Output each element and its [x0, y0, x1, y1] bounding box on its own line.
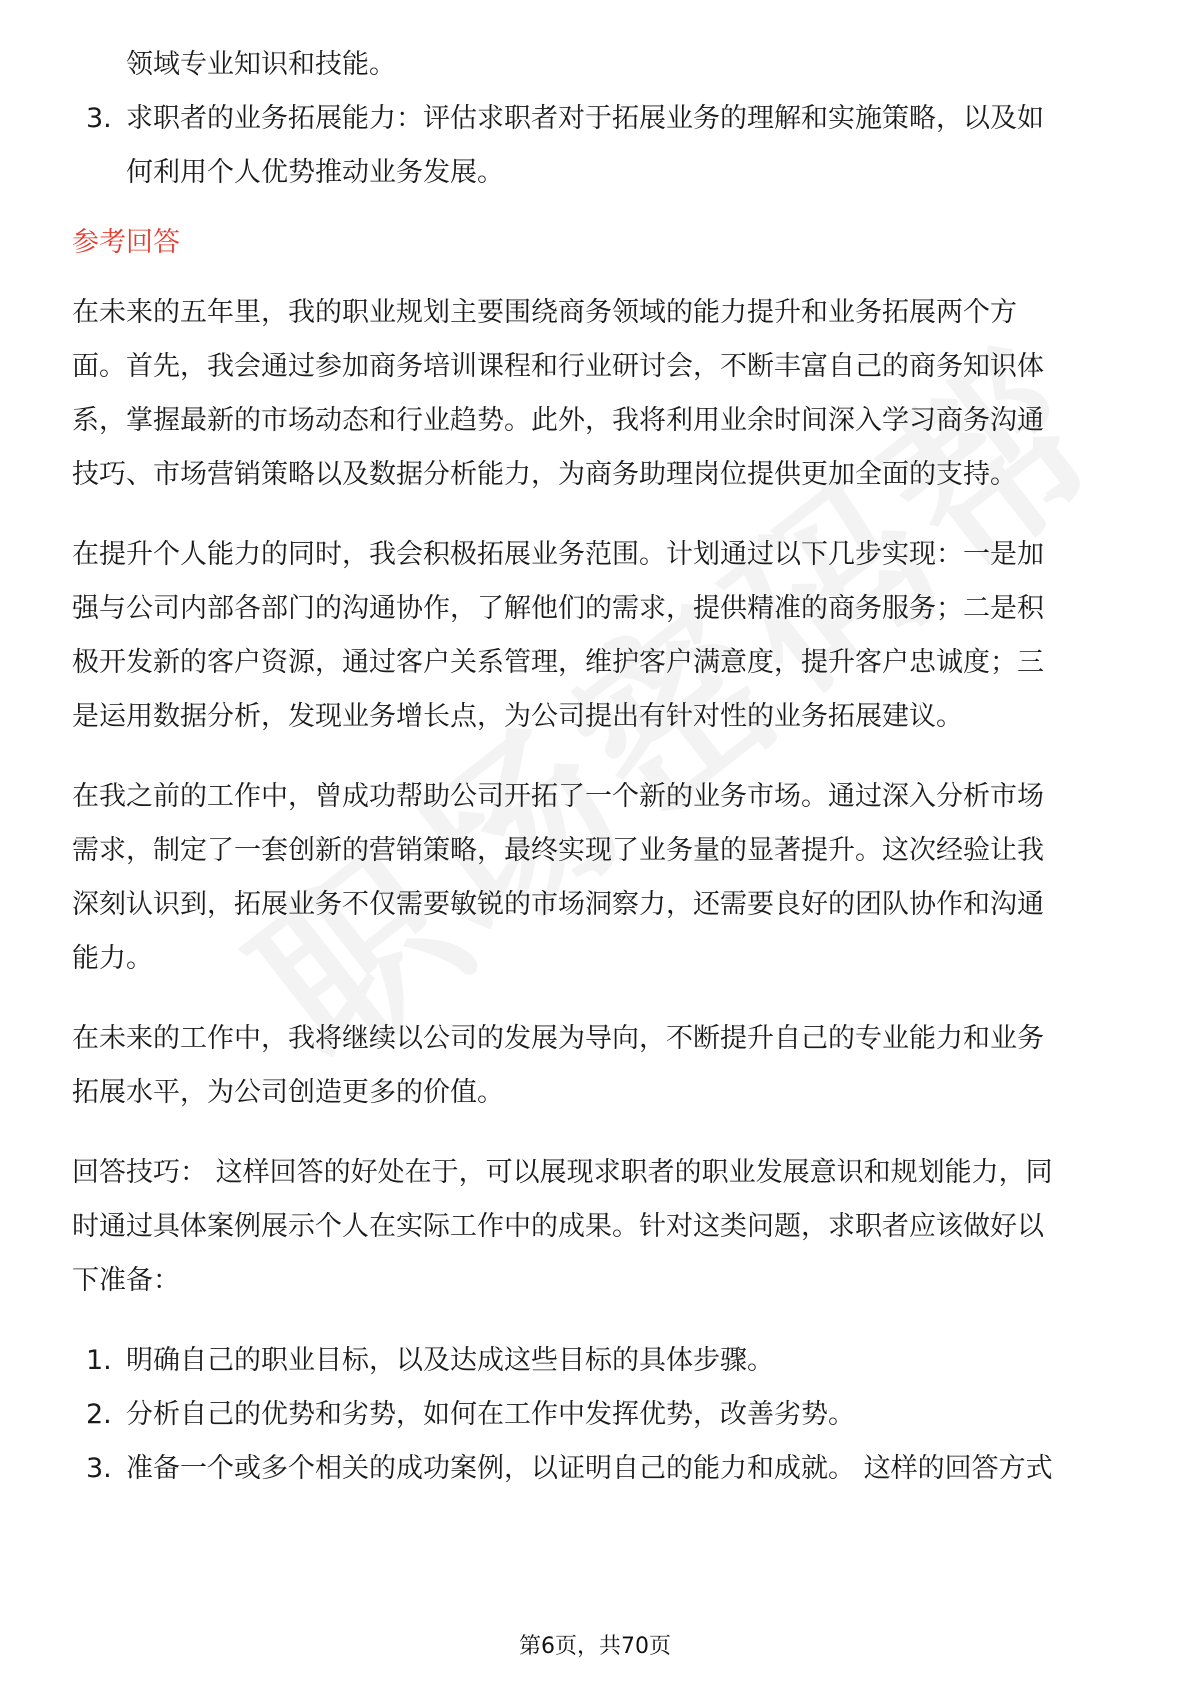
paragraph-line: 在未来的工作中，我将继续以公司的发展为导向，不断提升自己的专业能力和业务: [72, 1023, 1044, 1054]
paragraph-line: 极开发新的客户资源，通过客户关系管理，维护客户满意度，提升客户忠诚度；三: [72, 647, 1044, 678]
tip-text: 准备一个或多个相关的成功案例，以证明自己的能力和成就。 这样的回答方式: [126, 1453, 1053, 1484]
paragraph-line: 拓展水平，为公司创造更多的价值。: [72, 1077, 504, 1108]
paragraph-line: 在我之前的工作中，曾成功帮助公司开拓了一个新的业务市场。通过深入分析市场: [72, 781, 1044, 812]
paragraph-line: 在提升个人能力的同时，我会积极拓展业务范围。计划通过以下几步实现：一是加: [72, 539, 1044, 570]
paragraph-line: 面。首先，我会通过参加商务培训课程和行业研讨会，不断丰富自己的商务知识体: [72, 351, 1044, 382]
tip-number: 3.: [86, 1453, 112, 1484]
paragraph-line: 深刻认识到，拓展业务不仅需要敏锐的市场洞察力，还需要良好的团队协作和沟通: [72, 889, 1044, 920]
tip-number: 2.: [86, 1399, 112, 1430]
paragraph-line: 能力。: [72, 943, 153, 974]
paragraph-line: 下准备：: [72, 1265, 180, 1296]
intro-tail: 领域专业知识和技能。: [126, 49, 396, 80]
page-footer: 第6页，共70页: [519, 1634, 671, 1659]
evaluation-item-3-line-1: 求职者的业务拓展能力：评估求职者对于拓展业务的理解和实施策略，以及如: [126, 103, 1044, 134]
evaluation-item-3-line-2: 何利用个人优势推动业务发展。: [126, 157, 504, 188]
evaluation-item-3-number: 3.: [86, 103, 112, 134]
tip-text: 分析自己的优势和劣势，如何在工作中发挥优势，改善劣势。: [126, 1399, 855, 1430]
paragraph-line: 系，掌握最新的市场动态和行业趋势。此外，我将利用业余时间深入学习商务沟通: [72, 405, 1044, 436]
answer-heading: 参考回答: [72, 227, 180, 258]
paragraph-line: 强与公司内部各部门的沟通协作，了解他们的需求，提供精准的商务服务；二是积: [72, 593, 1044, 624]
paragraph-line: 是运用数据分析，发现业务增长点，为公司提出有针对性的业务拓展建议。: [72, 701, 963, 732]
paragraph-line: 回答技巧： 这样回答的好处在于，可以展现求职者的职业发展意识和规划能力，同: [72, 1157, 1053, 1188]
paragraph-line: 在未来的五年里，我的职业规划主要围绕商务领域的能力提升和业务拓展两个方: [72, 297, 1017, 328]
paragraph-line: 技巧、市场营销策略以及数据分析能力，为商务助理岗位提供更加全面的支持。: [72, 459, 1017, 490]
tip-number: 1.: [86, 1345, 112, 1376]
tip-text: 明确自己的职业目标，以及达成这些目标的具体步骤。: [126, 1345, 774, 1376]
paragraph-line: 需求，制定了一套创新的营销策略，最终实现了业务量的显著提升。这次经验让我: [72, 835, 1044, 866]
paragraph-line: 时通过具体案例展示个人在实际工作中的成果。针对这类问题，求职者应该做好以: [72, 1211, 1044, 1242]
